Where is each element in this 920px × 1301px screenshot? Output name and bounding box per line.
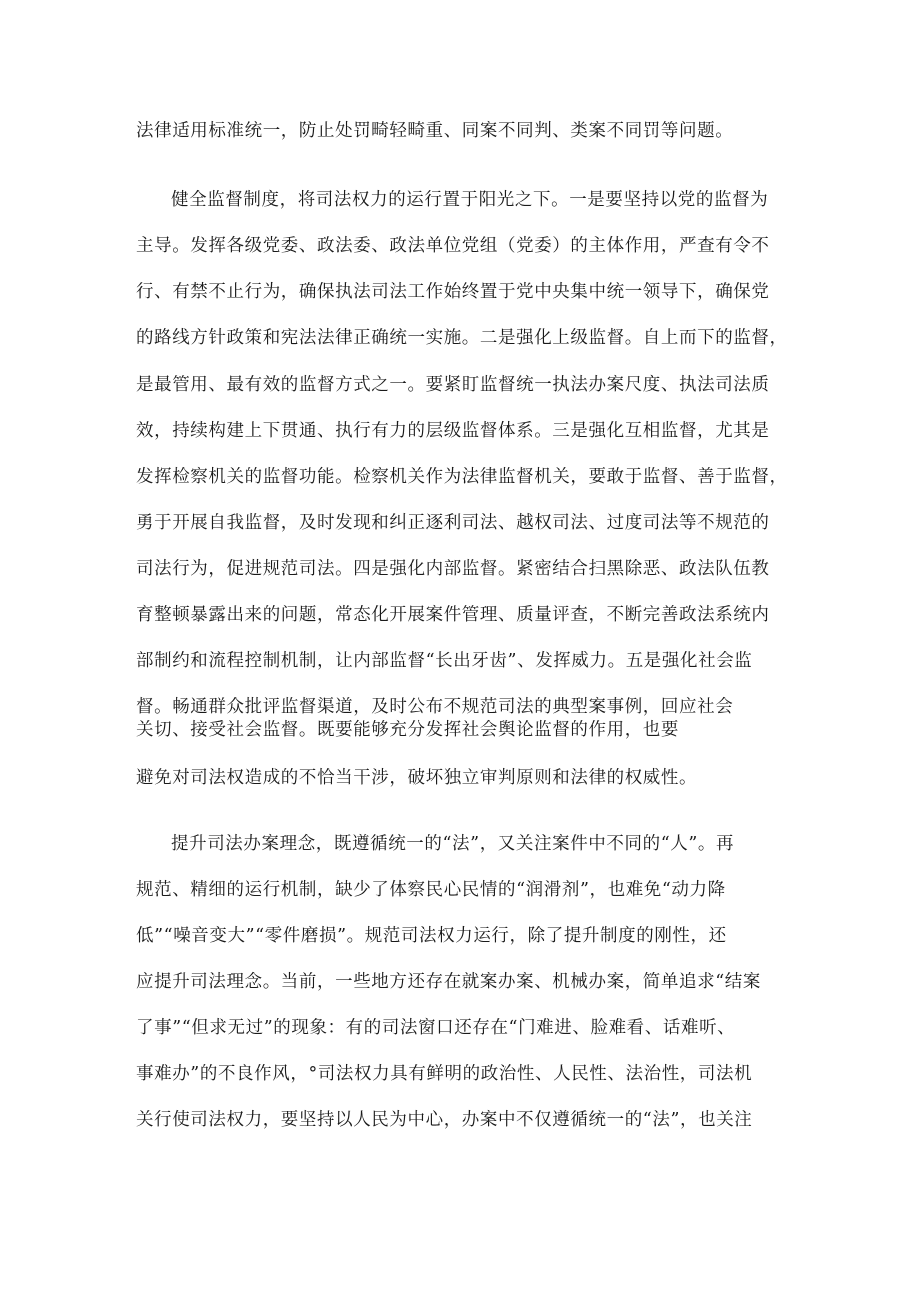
paragraph-line: 的路线方针政策和宪法法律正确统一实施。二是强化上级监督。自上而下的监督， [136,328,788,348]
paragraph-line: 低”“噪音变大”“零件磨损”。规范司法权力运行，除了提升制度的刚性，还 [136,926,727,946]
paragraph-line: 事难办”的不良作风，°司法权力具有鲜明的政治性、人民性、法治性，司法机 [136,1064,753,1084]
paragraph-line: 提升司法办案理念，既遵循统一的“法”，又关注案件中不同的“人”。再 [171,834,735,854]
paragraph-line: 行、有禁不止行为，确保执法司法工作始终置于党中央集中统一领导下，确保党 [136,282,770,302]
paragraph-line: 司法行为，促进规范司法。四是强化内部监督。紧密结合扫黑除恶、政法队伍教 [136,559,770,579]
paragraph-line: 效，持续构建上下贯通、执行有力的层级监督体系。三是强化互相监督，尤其是 [136,421,770,441]
paragraph-line: 关切、接受社会监督。既要能够充分发挥社会舆论监督的作用，也要 [136,720,679,740]
paragraph-line: 勇于开展自我监督，及时发现和纠正逐利司法、越权司法、过度司法等不规范的 [136,513,770,533]
paragraph-line: 发挥检察机关的监督功能。检察机关作为法律监督机关，要敢于监督、善于监督， [136,467,788,487]
paragraph-line: 避免对司法权造成的不恰当干涉，破坏独立审判原则和法律的权威性。 [136,768,698,788]
paragraph-line: 了事”“但求无过”的现象：有的司法窗口还存在“门难进、脸难看、话难听、 [136,1018,736,1038]
paragraph-line: 主导。发挥各级党委、政法委、政法单位党组（党委）的主体作用，严查有令不 [136,236,770,256]
paragraph-line: 是最管用、最有效的监督方式之一。要紧盯监督统一执法办案尺度、执法司法质 [136,375,770,395]
paragraph-line: 应提升司法理念。当前，一些地方还存在就案办案、机械办案，简单追求“结案 [136,972,761,992]
paragraph-line: 关行使司法权力，要坚持以人民为中心，办案中不仅遵循统一的“法”，也关注 [136,1110,753,1130]
paragraph-line: 法律适用标准统一，防止处罚畸轻畸重、同案不同判、类案不同罚等问题。 [136,121,734,141]
paragraph-line: 部制约和流程控制机制，让内部监督“长出牙齿”、发挥威力。五是强化社会监 [136,651,753,671]
paragraph-line: 规范、精细的运行机制，缺少了体察民心民情的“润滑剂”，也难免“动力降 [136,880,726,900]
paragraph-line: 健全监督制度，将司法权力的运行置于阳光之下。一是要坚持以党的监督为 [171,190,769,210]
paragraph-line: 督。畅通群众批评监督渠道，及时公布不规范司法的典型案事例，回应社会 [136,697,734,717]
paragraph-line: 育整顿暴露出来的问题，常态化开展案件管理、质量评查，不断完善政法系统内 [136,605,770,625]
